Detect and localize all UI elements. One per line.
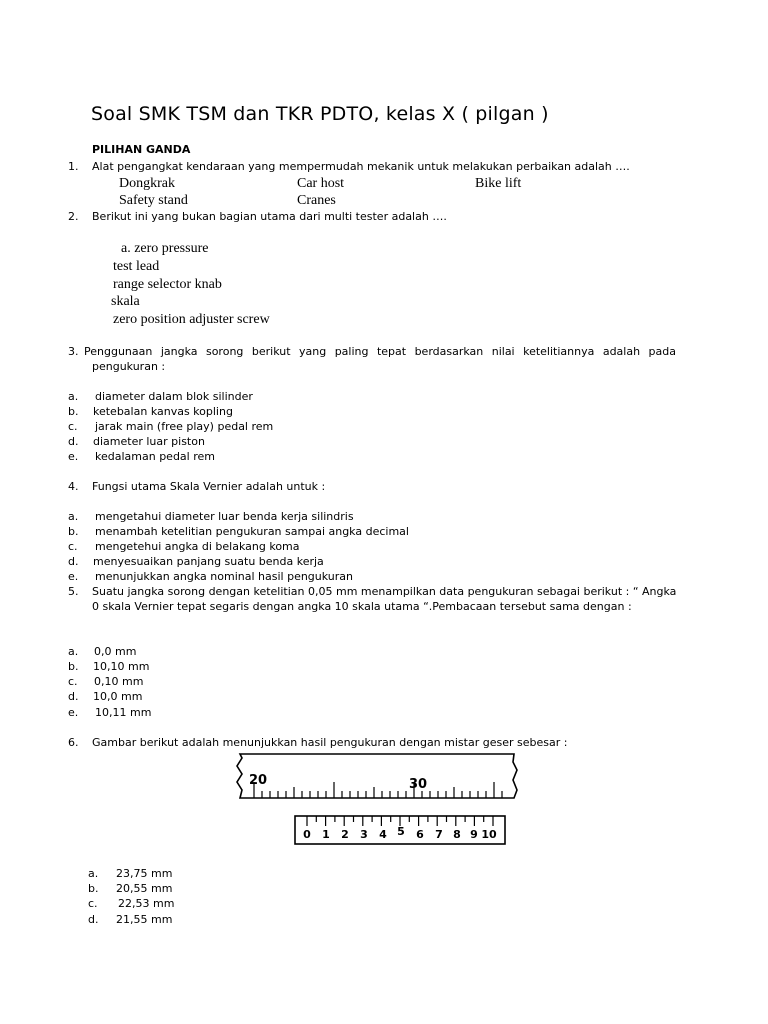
- question-6-option: 23,75 mm: [116, 867, 173, 880]
- question-4-option: mengetehui angka di belakang koma: [95, 540, 300, 553]
- question-5-text: Suatu jangka sorong dengan ketelitian 0,05 mm menampilkan data pengukuran sebagai berikut : “ Angka: [92, 585, 677, 598]
- question-4-number: 4.: [68, 480, 79, 493]
- option-letter: a.: [68, 645, 79, 658]
- option-letter: c.: [68, 540, 78, 553]
- question-3-text: Penggunaan jangka sorong berikut yang paling tepat berdasarkan nilai ketelitiannya adalah pada: [84, 345, 676, 358]
- option-letter: a.: [68, 510, 79, 523]
- question-2-option: zero position adjuster screw: [113, 312, 270, 327]
- vernier-label: 9: [470, 828, 478, 841]
- vernier-caliper-figure: [232, 750, 524, 848]
- question-3-option: diameter luar piston: [93, 435, 205, 448]
- option-letter: e.: [68, 450, 79, 463]
- vernier-label: 5: [397, 825, 405, 838]
- main-scale-label-30: 30: [409, 777, 428, 792]
- vernier-label: 4: [379, 828, 387, 841]
- question-1-option: Car host: [297, 176, 345, 191]
- question-1-option: Cranes: [297, 193, 336, 208]
- question-5-text-cont: 0 skala Vernier tepat segaris dengan angka 10 skala utama “.Pembacaan tersebut sama dengan :: [92, 600, 632, 613]
- question-1-option: Safety stand: [119, 193, 188, 208]
- question-5-option: 10,10 mm: [93, 660, 150, 673]
- question-5-option: 10,0 mm: [93, 690, 143, 703]
- question-4-option: menambah ketelitian pengukuran sampai angka decimal: [95, 525, 409, 538]
- question-6-option: 21,55 mm: [116, 913, 173, 926]
- question-2-text: Berikut ini yang bukan bagian utama dari multi tester adalah ….: [92, 210, 447, 223]
- question-5-option: 0,0 mm: [94, 645, 137, 658]
- question-4-option: mengetahui diameter luar benda kerja silindris: [95, 510, 354, 523]
- question-6-option: 20,55 mm: [116, 882, 173, 895]
- option-letter: b.: [68, 405, 79, 418]
- question-3-text-cont: pengukuran :: [92, 360, 166, 373]
- vernier-label: 8: [453, 828, 461, 841]
- question-2-option: test lead: [113, 259, 160, 274]
- question-3-option: diameter dalam blok silinder: [95, 390, 253, 403]
- question-1-number: 1.: [68, 160, 79, 173]
- question-2-option: range selector knab: [113, 277, 222, 292]
- question-2-option: skala: [111, 294, 140, 309]
- question-5-option: 0,10 mm: [94, 675, 144, 688]
- section-heading: PILIHAN GANDA: [92, 143, 191, 156]
- option-letter: d.: [68, 435, 79, 448]
- question-6-number: 6.: [68, 736, 79, 749]
- question-3-option: kedalaman pedal rem: [95, 450, 215, 463]
- option-letter: d.: [68, 555, 79, 568]
- vernier-label: 3: [360, 828, 368, 841]
- page-title: Soal SMK TSM dan TKR PDTO, kelas X ( pilgan ): [91, 103, 549, 125]
- question-4-text: Fungsi utama Skala Vernier adalah untuk :: [92, 480, 326, 493]
- vernier-label: 7: [435, 828, 443, 841]
- main-scale-body: [237, 754, 517, 798]
- vernier-label: 2: [341, 828, 349, 841]
- option-letter: b.: [68, 525, 79, 538]
- question-2-option: a. zero pressure: [121, 241, 209, 256]
- vernier-label: 1: [322, 828, 330, 841]
- main-scale-label-20: 20: [249, 773, 268, 788]
- option-letter: e.: [68, 706, 79, 719]
- question-5-number: 5.: [68, 585, 79, 598]
- option-letter: b.: [68, 660, 79, 673]
- question-3-number: 3.: [68, 345, 79, 358]
- option-letter: e.: [68, 570, 79, 583]
- question-6-option: 22,53 mm: [118, 897, 175, 910]
- question-4-option: menyesuaikan panjang suatu benda kerja: [93, 555, 324, 568]
- question-2-number: 2.: [68, 210, 79, 223]
- option-letter: d.: [68, 690, 79, 703]
- option-letter: a.: [68, 390, 79, 403]
- question-1-option: Bike lift: [475, 176, 522, 191]
- question-4-option: menunjukkan angka nominal hasil pengukuran: [95, 570, 353, 583]
- option-letter: c.: [88, 897, 98, 910]
- option-letter: c.: [68, 675, 78, 688]
- vernier-label: 6: [416, 828, 424, 841]
- question-1-option: Dongkrak: [119, 176, 175, 191]
- question-3-option: jarak main (free play) pedal rem: [95, 420, 274, 433]
- vernier-label: 0: [303, 828, 311, 841]
- question-5-option: 10,11 mm: [95, 706, 152, 719]
- option-letter: b.: [88, 882, 99, 895]
- option-letter: c.: [68, 420, 78, 433]
- vernier-label: 10: [481, 828, 497, 841]
- option-letter: d.: [88, 913, 99, 926]
- question-1-text: Alat pengangkat kendaraan yang mempermudah mekanik untuk melakukan perbaikan adalah ….: [92, 160, 630, 173]
- question-3-option: ketebalan kanvas kopling: [93, 405, 233, 418]
- option-letter: a.: [88, 867, 99, 880]
- question-6-text: Gambar berikut adalah menunjukkan hasil pengukuran dengan mistar geser sebesar :: [92, 736, 568, 749]
